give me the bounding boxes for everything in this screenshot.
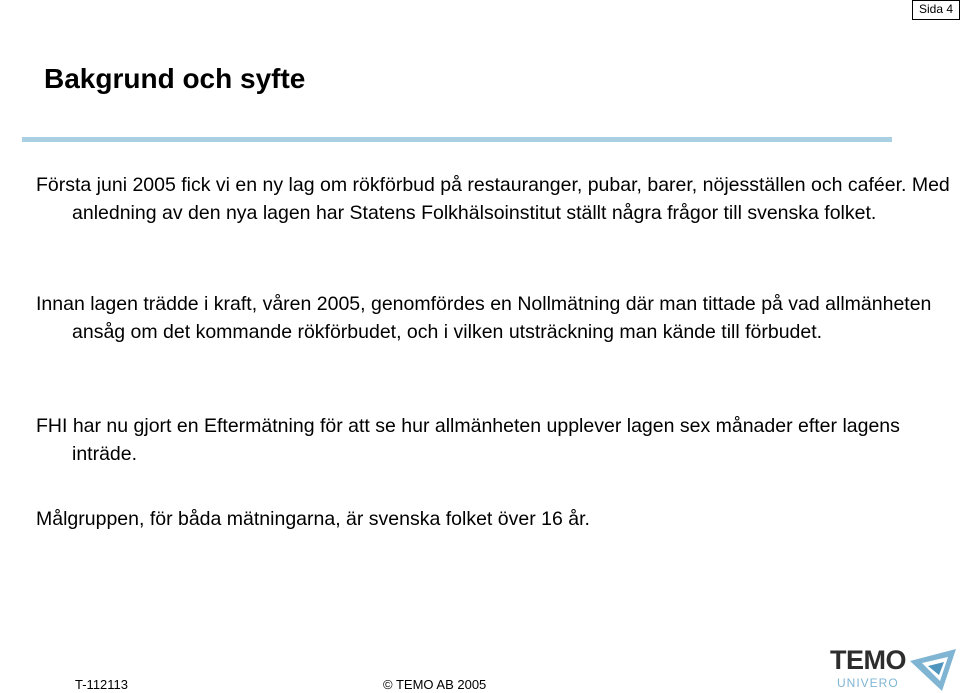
logo-mark-icon [908, 647, 958, 693]
title-divider [22, 137, 892, 142]
logo-wordmark: TEMO [830, 645, 906, 675]
footer-copyright: © TEMO AB 2005 [383, 677, 487, 692]
logo-subtext: UNIVERO [837, 676, 899, 690]
paragraph-background: Första juni 2005 fick vi en ny lag om rökförbud på restauranger, pubar, barer, nöjesställen och caféer. Med anledning av den nya lagen har Statens Folkhälsoinstitut ställt några frågor till svenska folket. [36, 174, 950, 224]
paragraph-follow-up-measurement: FHI har nu gjort en Eftermätning för att se hur allmänheten upplever lagen sex månader efter lagens inträde. [36, 415, 900, 465]
paragraph-target-group: Målgruppen, för båda mätningarna, är svenska folket över 16 år. [36, 508, 590, 530]
paragraph-baseline-measurement: Innan lagen trädde i kraft, våren 2005, genomfördes en Nollmätning där man tittade på vad allmänheten ansåg om det kommande rökförbudet, och i vilken utsträckning man kände till förbudet. [36, 293, 932, 343]
footer-reference: T-112113 [75, 677, 129, 692]
page-number-label: Sida 4 [912, 0, 960, 20]
temo-logo [826, 645, 960, 693]
slide-title: Bakgrund och syfte [44, 63, 306, 94]
